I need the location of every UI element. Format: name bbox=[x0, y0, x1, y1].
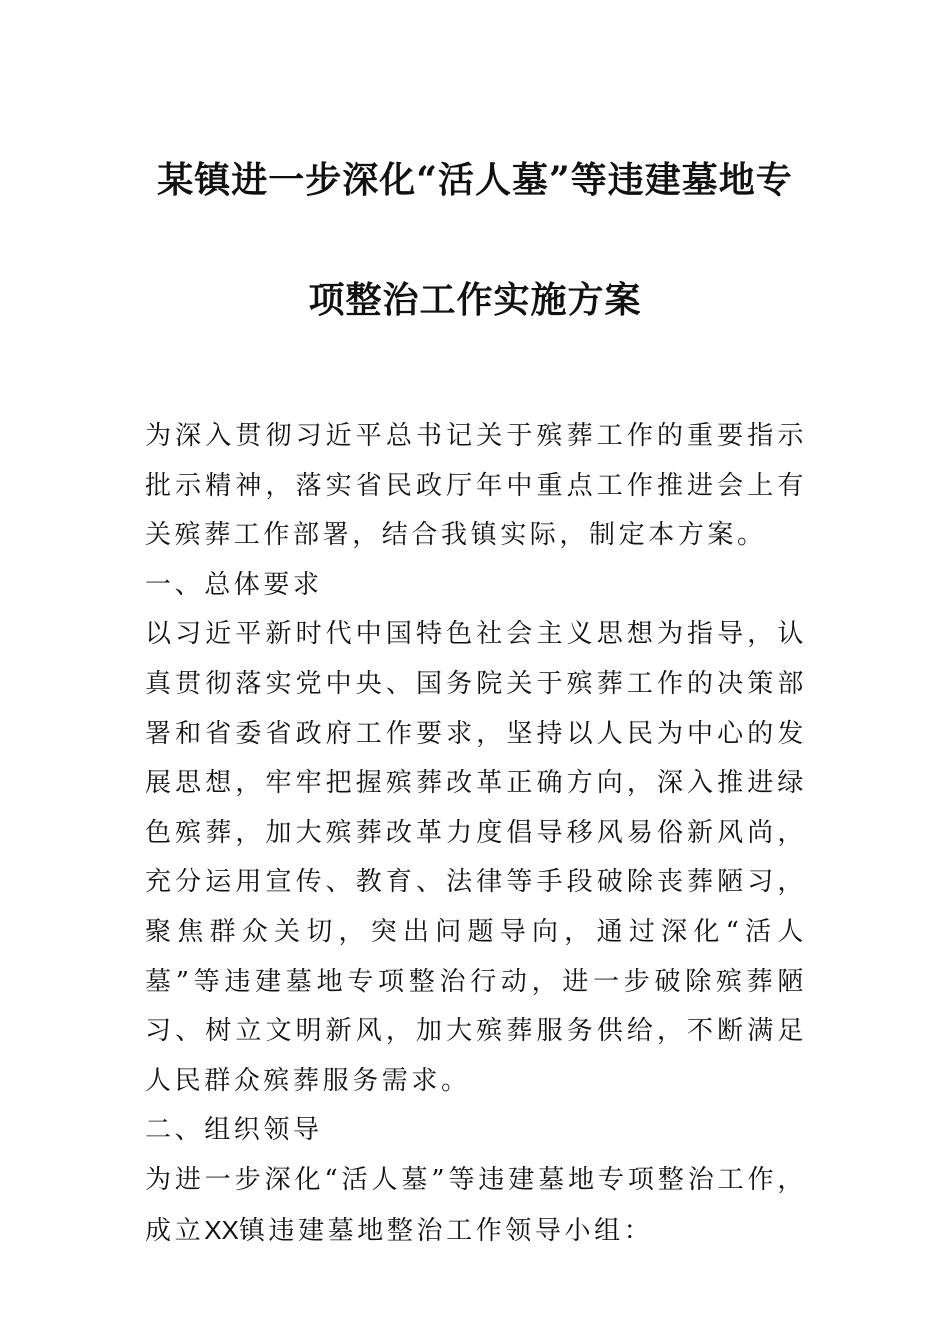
section-2-heading: 二、组织领导 bbox=[145, 1115, 323, 1146]
document-body bbox=[145, 412, 807, 1256]
section-2-text-part-2: 镇违建墓地整治工作领导小组： bbox=[238, 1215, 654, 1246]
section-2-text-part-1: 为进一步深化“活人墓”等违建墓地专项整治工作，成立 bbox=[145, 1164, 807, 1246]
section-1-heading: 一、总体要求 bbox=[145, 569, 323, 600]
document-title-line-2: 项整治工作实施方案 bbox=[308, 279, 642, 321]
intro-paragraph: 为深入贯彻习近平总书记关于殡葬工作的重要指示批示精神，落实省民政厅年中重点工作推进会上有关殡葬工作部署，结合我镇实际，制定本方案。 bbox=[145, 421, 807, 551]
document-title-line-1: 某镇进一步深化“活人墓”等违建墓地专 bbox=[157, 159, 793, 201]
section-1-paragraph: 以习近平新时代中国特色社会主义思想为指导，认真贯彻落实党中央、国务院关于殡葬工作的决策部署和省委省政府工作要求，坚持以人民为中心的发展思想，牢牢把握殡葬改革正确方向，深入推进绿色殡葬，加大殡葬改革力度倡导移风易俗新风尚，充分运用宣传、教育、法律等手段破除丧葬陋习，聚焦群众关切，突出问题导向，通过深化“活人墓”等违建墓地专项整治行动，进一步破除殡葬陋习、树立文明新风，加大殡葬服务供给，不断满足人民群众殡葬服务需求。 bbox=[145, 619, 807, 1096]
section-2-town-placeholder: XX bbox=[204, 1214, 239, 1245]
section-2-paragraph bbox=[145, 1156, 807, 1256]
